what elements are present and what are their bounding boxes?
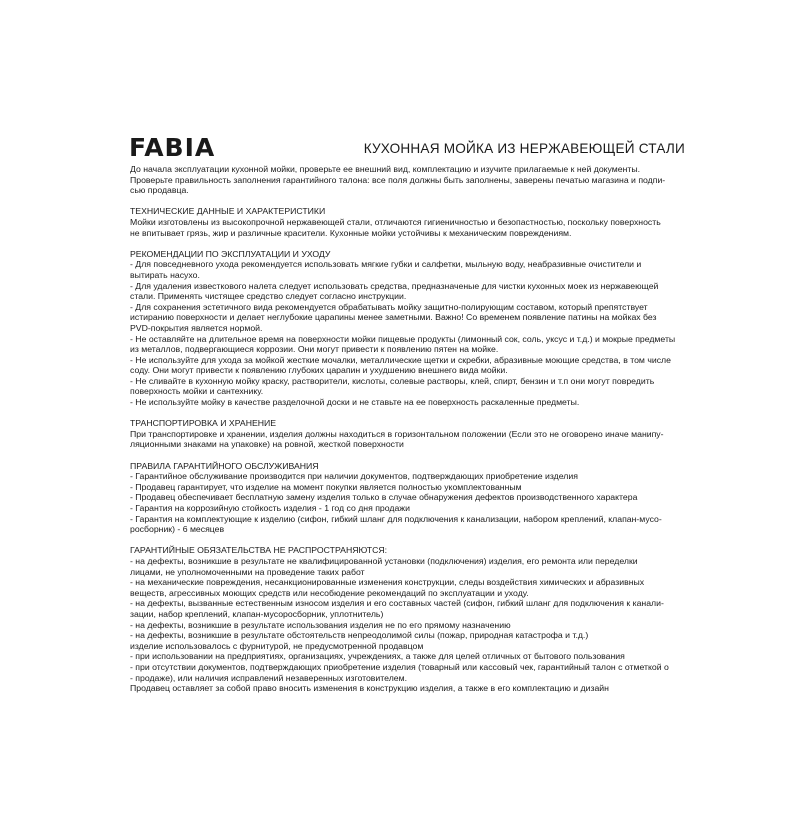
section-line: - Для повседневного ухода рекомендуется использовать мягкие губки и салфетки, мыльную воду, неабразивные очистители и [130, 259, 642, 270]
section-line: - при отсутствии документов, подтверждающих приобретение изделия (товарный или кассовый чек, гарантийный талон с отметкой о [130, 661, 669, 672]
section-line: - Не оставляйте на длительное время на поверхности мойки пищевые продукты (лимонный сок, соль, уксус и т.д.) и мокрые предметы [130, 333, 676, 344]
section [130, 461, 690, 535]
section-line: вытирать насухо. [130, 269, 200, 280]
intro-line: сью продавца. [130, 185, 189, 196]
section-title: ПРАВИЛА ГАРАНТИЙНОГО ОБСЛУЖИВАНИЯ [130, 460, 319, 471]
sections-container [130, 206, 690, 693]
section-line: поверхность мойки и сантехнику. [130, 386, 264, 397]
section-line: из металлов, подвергающиеся коррозии. Они могут привести к появлению пятен на мойке. [130, 344, 499, 355]
section-line: соду. Они могут привести к появлению глубоких царапин и ухудшению внешнего вида мойки. [130, 365, 508, 376]
intro-line: Проверьте правильность заполнения гарантийного талона: все поля должны быть заполнены, заверены печатью магазина и подпи- [130, 174, 666, 185]
section-line: - на дефекты, возникшие в результате обстоятельств непреодолимой силы (пожар, природная катастрофа и т.д.) [130, 630, 589, 641]
section-line: - на механические повреждения, несанкционированные изменения конструкции, следы воздействия химических и абразивных [130, 577, 645, 588]
section-line: - Гарантия на коррозийную стойкость изделия - 1 год со дня продажи [130, 503, 410, 513]
intro-line: До начала эксплуатации кухонной мойки, проверьте ее внешний вид, комплектацию и изучите прилагаемые к ней документы. [130, 164, 641, 174]
section-title: ГАРАНТИЙНЫЕ ОБЯЗАТЕЛЬСТВА НЕ РАСПРОСТРАНЯЮТСЯ: [130, 545, 388, 556]
section-line: зации, набор креплений, клапан-мусоросборник, уплотнитель) [130, 608, 384, 619]
section-line: - Продавец гарантирует, что изделие на момент покупки является полностью укомплектованным [130, 481, 522, 492]
intro-paragraph [130, 164, 690, 196]
section-title: ТЕХНИЧЕСКИЕ ДАННЫЕ И ХАРАКТЕРИСТИКИ [130, 206, 326, 217]
section-line: - на дефекты, вызванные естественным износом изделия и его составных частей (сифон, гибкий шланг для подключения к канали- [130, 598, 664, 609]
section-line: изделие использовалось с фурнитурой, не предусмотренной продавцом [130, 640, 424, 651]
section-line: - продаже), или наличия исправлений незаверенных изготовителем. [130, 672, 407, 683]
section-line: Продавец оставляет за собой право вносить изменения в конструкцию изделия, а также в его комплектацию и дизайн [130, 683, 609, 694]
section-line: - Для сохранения эстетичного вида рекомендуется обрабатывать мойку защитно-полирующим составом, который препятствует [130, 301, 648, 312]
section-line: - Продавец обеспечивает бесплатную замену изделия только в случае обнаружения дефектов производственного характера [130, 492, 638, 503]
section-line: Мойки изготовлены из высокопрочной нержавеющей стали, отличаются гигиеничностью и безопастностью, поскольку поверхность [130, 216, 661, 227]
section-line: ляционными знаками на упаковке) на ровной, жесткой поверхности [130, 439, 404, 450]
section-line: - на дефекты, возникшие в результате не квалифицированной установки (подключения) изделия, его ремонта или переделки [130, 555, 638, 566]
brand-logo: FABIA [129, 133, 216, 162]
section-line: - на дефекты, возникшие в результате использования изделия не по его прямому назначению [130, 619, 511, 630]
section [130, 206, 690, 238]
section-title: ТРАНСПОРТИРОВКА И ХРАНЕНИЕ [130, 418, 277, 429]
section-line: - Не сливайте в кухонную мойку краску, растворители, кислоты, солевые растворы, клей, спирт, бензин и т.п они могут повредить [130, 375, 655, 386]
section [130, 418, 690, 450]
document-header [129, 132, 685, 160]
section [130, 545, 690, 693]
section-line: - Не используйте для ухода за мойкой жесткие мочалки, металлические щетки и скребки, абразивные моющие средства, в том числе [130, 354, 671, 365]
section-line: - при использовании на предприятиях, организациях, учреждениях, а также для целей отличных от бытового пользования [130, 651, 625, 662]
section-line: лицами, не уполномоченными на проведение таких работ [130, 566, 365, 577]
section-line: росборник) - 6 месяцев [130, 524, 225, 535]
section-line: - Не используйте мойку в качестве разделочной доски и не ставьте на ее поверхность раскаленные предметы. [130, 397, 580, 408]
section [130, 249, 690, 408]
section-line: не впитывает грязь, жир и различные красители. Кухонные мойки устойчивы к механическим повреждениям. [130, 227, 572, 238]
section-line: стали. Применять чистящее средство следует согласно инструкции. [130, 291, 407, 302]
section-line: истиранию поверхности и делает неглубокие царапины менее заметными. Важно! Со временем появление патины на мойках без [130, 312, 657, 323]
document-body [130, 164, 690, 694]
section-line: PVD-покрытия является нормой. [130, 322, 263, 333]
section-line: - Гарантийное обслуживание производится при наличии документов, подтверждающих приобретение изделия [130, 471, 578, 482]
section-line: - Для удаления известкового налета следует использовать средства, предназначеные для чистки кухонных моек из нержавеющей [130, 280, 659, 291]
document-title: КУХОННАЯ МОЙКА ИЗ НЕРЖАВЕЮЩЕЙ СТАЛИ [363, 141, 685, 157]
section-line: веществ, агрессивных моющих средств или несобюдение рекомендаций по эксплуатации и уходу. [130, 587, 529, 598]
section-line: При транспортировке и хранении, изделия должны находиться в горизонтальном положении (Если это не оговорено иначе манипу- [130, 428, 664, 439]
section-title: РЕКОМЕНДАЦИИ ПО ЭКСПЛУАТАЦИИ И УХОДУ [130, 248, 331, 259]
section-line: - Гарантия на комплектующие к изделию (сифон, гибкий шланг для подключения к канализации, набором креплений, клапан-мусо- [130, 513, 662, 524]
